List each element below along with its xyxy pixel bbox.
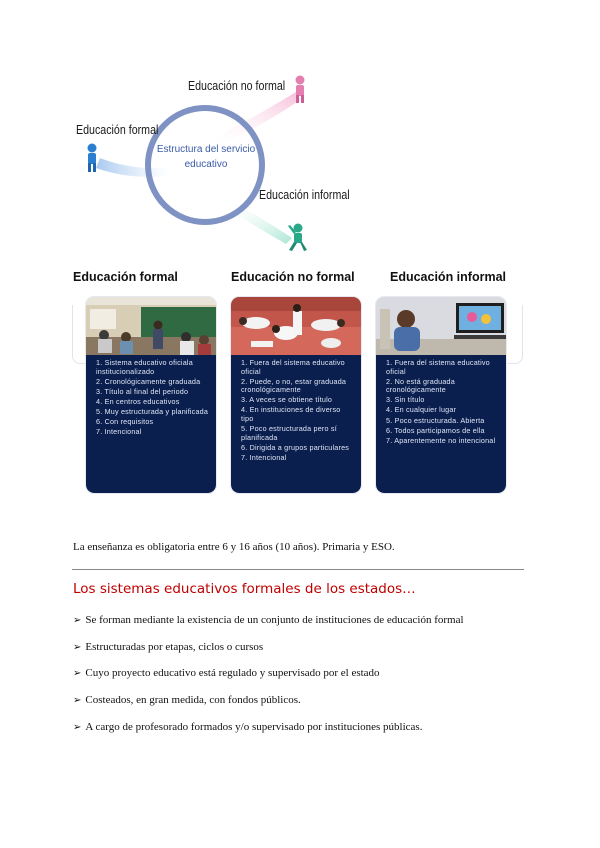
list-item: 1. Sistema educativo oficiala institucionalizado xyxy=(96,358,193,376)
diagram-center-label: Estructura del servicio educativo xyxy=(156,144,256,170)
martial-arts-photo xyxy=(231,297,361,355)
person-blue-icon xyxy=(88,144,97,173)
list-item: 7. Intencional xyxy=(241,452,287,462)
list-item: 3. A veces se obtiene título xyxy=(241,395,333,405)
list-item: 1. Fuera del sistema educativo oficial xyxy=(386,358,490,376)
bullet-text: Se forman mediante la existencia de un conjunto de instituciones de educación formal xyxy=(85,614,464,626)
horizontal-divider xyxy=(72,569,524,570)
diagram-label-informal: Educación informal xyxy=(259,187,350,202)
diagram-label-formal: Educación formal xyxy=(76,122,159,137)
bullet-text: Costeados, en gran medida, con fondos públicos. xyxy=(85,694,301,706)
list-item: 3. Sin título xyxy=(386,395,425,405)
bullet-text: Estructuradas por etapas, ciclos o cursos xyxy=(85,641,264,653)
list-item: 3. Título al final del periodo xyxy=(96,386,189,396)
list-item: 4. En centros educativos xyxy=(96,396,180,406)
characteristics-list xyxy=(376,355,506,445)
list-item: 7. Intencional xyxy=(96,427,142,437)
bullet-item xyxy=(73,694,301,706)
bullet-item xyxy=(73,614,464,626)
arrow-bullet-icon: ➢ xyxy=(73,722,82,733)
list-item: 5. Poco estructurada pero sí planificada xyxy=(241,424,337,442)
bullet-item xyxy=(73,721,422,733)
card-body xyxy=(86,355,216,493)
list-item: 6. Dirigida a grupos particulares xyxy=(241,442,350,452)
bullet-text: Cuyo proyecto educativo está regulado y supervisado por el estado xyxy=(85,667,380,679)
list-item: 2. Cronológicamente graduada xyxy=(96,376,201,386)
list-item: 5. Muy estructurada y planificada xyxy=(96,406,209,416)
section-title: Los sistemas educativos formales de los estados… xyxy=(73,581,416,597)
compulsory-education-paragraph: La enseñanza es obligatoria entre 6 y 16 años (10 años). Primaria y ESO. xyxy=(73,541,395,553)
education-structure-diagram xyxy=(60,70,380,260)
list-item: 7. Aparentemente no intencional xyxy=(386,435,496,445)
card-no-formal xyxy=(231,297,361,493)
child-tv-photo xyxy=(376,297,506,355)
characteristics-list xyxy=(231,355,361,463)
card-body xyxy=(376,355,506,493)
bullet-item xyxy=(73,667,380,679)
card-body xyxy=(231,355,361,493)
bullet-item xyxy=(73,641,263,653)
column-title-informal: Educación informal xyxy=(390,270,506,284)
diagram-label-no-formal: Educación no formal xyxy=(188,78,286,93)
trail-informal xyxy=(226,200,292,244)
card-formal xyxy=(86,297,216,493)
card-informal xyxy=(376,297,506,493)
arrow-bullet-icon: ➢ xyxy=(73,668,82,679)
arrow-bullet-icon: ➢ xyxy=(73,615,82,626)
arrow-bullet-icon: ➢ xyxy=(73,642,82,653)
list-item: 4. En instituciones de diverso tipo xyxy=(241,405,341,424)
list-item: 5. Poco estructurada. Abierta xyxy=(386,415,485,425)
column-title-formal: Educación formal xyxy=(73,270,178,284)
list-item: 4. En cualquier lugar xyxy=(386,405,457,415)
list-item: 6. Con requisitos xyxy=(96,417,154,427)
column-title-no-formal: Educación no formal xyxy=(231,270,355,284)
bullet-text: A cargo de profesorado formados y/o supervisado por instituciones públicas. xyxy=(85,721,423,733)
card-outline xyxy=(508,305,523,364)
arrow-bullet-icon: ➢ xyxy=(73,695,82,706)
list-item: 1. Fuera del sistema educativo oficial xyxy=(241,358,345,376)
card-outline xyxy=(72,305,87,364)
list-item: 2. Puede, o no, estar graduada cronológicamente xyxy=(241,376,347,395)
classroom-photo xyxy=(86,297,216,355)
list-item: 2. No está graduada cronológicamente xyxy=(386,376,455,395)
characteristics-list xyxy=(86,355,216,437)
list-item: 6. Todos participamos de ella xyxy=(386,425,485,435)
person-pink-icon xyxy=(296,76,305,104)
